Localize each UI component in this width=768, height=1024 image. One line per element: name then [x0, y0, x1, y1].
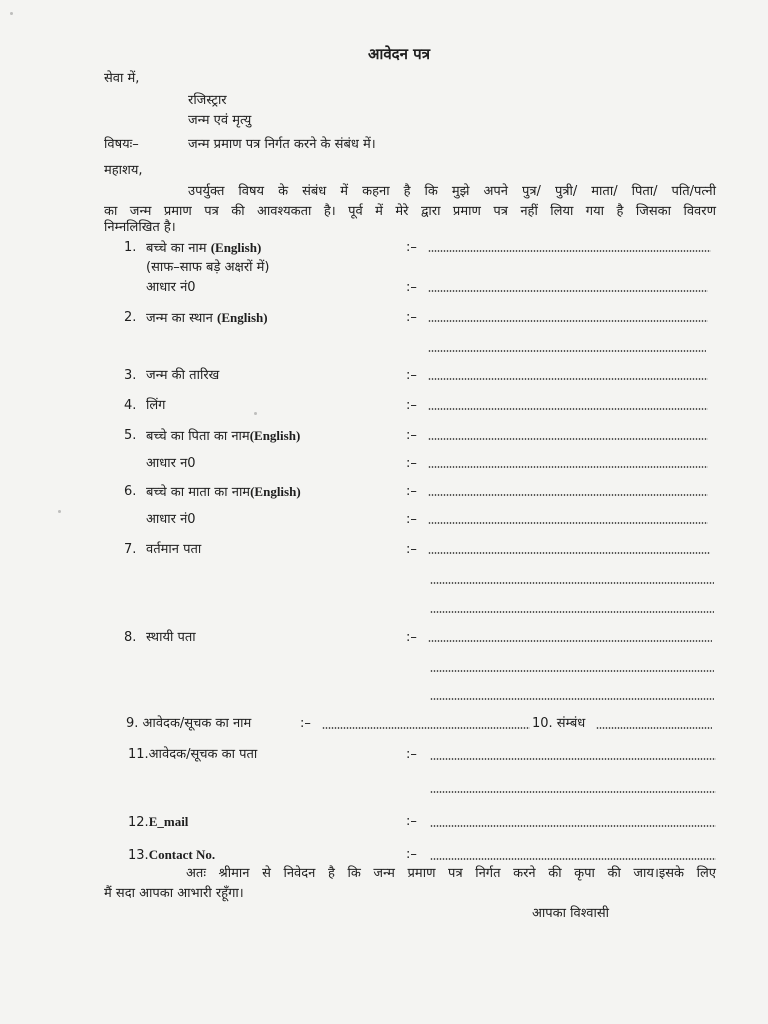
scan-speck — [58, 510, 61, 513]
field-2-english-tag: (English) — [217, 310, 268, 325]
field-1-child-name-line[interactable] — [428, 250, 711, 252]
recipient-line2: जन्म एवं मृत्यु — [188, 113, 252, 128]
field-12-number: 12. — [128, 815, 149, 830]
field-12-label — [128, 814, 188, 831]
field-6-english-tag: (English) — [250, 484, 301, 499]
field-13-separator: :– — [406, 847, 417, 862]
field-6-aadhaar-separator: :– — [406, 512, 417, 527]
field-4-number: 4. — [124, 398, 137, 413]
field-3-separator: :– — [406, 368, 417, 383]
field-13-contact-line[interactable] — [430, 858, 716, 860]
field-2-label — [146, 310, 268, 327]
field-7-address-line-3[interactable] — [430, 611, 714, 613]
body-line3: निम्नलिखित है। — [104, 220, 176, 235]
field-2-place-line-1[interactable] — [428, 320, 708, 322]
field-3-number: 3. — [124, 368, 137, 383]
field-6-aadhaar-label: आधार नं0 — [146, 512, 196, 527]
field-6-number: 6. — [124, 484, 137, 499]
field-11-separator: :– — [406, 747, 417, 762]
field-5-label — [146, 428, 300, 445]
field-11-address-line-2[interactable] — [430, 791, 716, 793]
closing-line1: अतः श्रीमान से निवेदन है कि जन्म प्रमाण पत्र निर्गत करने की कृपा की जाय।इसके लिए — [186, 866, 716, 881]
field-1-number: 1. — [124, 240, 137, 255]
field-11-label: 11.आवेदक/सूचक का पता — [128, 747, 258, 762]
field-11-address-line-1[interactable] — [430, 758, 716, 760]
field-5-label-text: बच्चे का पिता का नाम — [146, 429, 250, 444]
field-13-number: 13. — [128, 848, 149, 863]
field-7-number: 7. — [124, 542, 137, 557]
signoff: आपका विश्वासी — [532, 906, 610, 921]
closing-line2: मैं सदा आपका आभारी रहूँगा। — [104, 886, 244, 901]
subject-text: जन्म प्रमाण पत्र निर्गत करने के संबंध में। — [188, 137, 376, 152]
field-1-label — [146, 240, 261, 257]
field-7-address-line-2[interactable] — [430, 582, 714, 584]
field-10-relation-line[interactable] — [596, 727, 712, 729]
scan-speck — [254, 412, 257, 415]
field-1-label-text: बच्चे का नाम — [146, 241, 207, 256]
field-2-place-line-2[interactable] — [428, 350, 706, 352]
field-12-email-line[interactable] — [430, 825, 716, 827]
field-1-english-tag: (English) — [210, 240, 262, 255]
field-4-label: लिंग — [146, 398, 166, 413]
field-5-separator: :– — [406, 428, 417, 443]
field-2-number: 2. — [124, 310, 137, 325]
field-3-label: जन्म की तारिख — [146, 368, 220, 383]
field-7-separator: :– — [406, 542, 417, 557]
field-6-mother-name-line[interactable] — [428, 494, 708, 496]
field-1-aadhaar-separator: :– — [406, 280, 417, 295]
field-7-address-line-1[interactable] — [428, 552, 710, 554]
field-12-separator: :– — [406, 814, 417, 829]
field-1-note: (साफ–साफ बड़े अक्षरों में) — [146, 260, 270, 275]
field-2-label-text: जन्म का स्थान — [146, 311, 213, 326]
field-12-label-text: E_mail — [148, 814, 189, 829]
field-3-date-line[interactable] — [428, 378, 708, 380]
field-10-label: 10. संम्बंध — [532, 716, 586, 731]
greeting: महाशय, — [104, 163, 143, 178]
field-8-address-line-1[interactable] — [428, 640, 712, 642]
field-6-label — [146, 484, 301, 501]
scan-speck — [10, 12, 13, 15]
field-8-number: 8. — [124, 630, 137, 645]
field-5-number: 5. — [124, 428, 137, 443]
field-13-label — [128, 847, 215, 864]
field-1-aadhaar-label: आधार नं0 — [146, 280, 196, 295]
field-6-separator: :– — [406, 484, 417, 499]
field-5-aadhaar-label: आधार न0 — [146, 456, 196, 471]
field-5-aadhaar-separator: :– — [406, 456, 417, 471]
form-title: आवेदन पत्र — [368, 45, 430, 63]
field-6-label-text: बच्चे का माता का नाम — [146, 485, 251, 500]
field-6-aadhaar-line[interactable] — [428, 522, 708, 524]
field-8-separator: :– — [406, 630, 417, 645]
field-8-address-line-2[interactable] — [430, 670, 714, 672]
field-2-separator: :– — [406, 310, 417, 325]
field-4-separator: :– — [406, 398, 417, 413]
field-5-english-tag: (English) — [249, 428, 301, 443]
field-9-separator: :– — [300, 716, 311, 731]
field-13-label-text: Contact No. — [148, 847, 216, 862]
recipient-line1: रजिस्ट्रार — [188, 93, 227, 108]
field-1-aadhaar-line[interactable] — [428, 290, 708, 292]
field-4-gender-line[interactable] — [428, 408, 708, 410]
field-9-applicant-name-line[interactable] — [322, 727, 530, 729]
salutation-to: सेवा में, — [104, 71, 140, 86]
field-8-label: स्थायी पता — [146, 630, 196, 645]
field-5-father-name-line[interactable] — [428, 438, 708, 440]
field-7-label: वर्तमान पता — [146, 542, 202, 557]
body-line1: उपर्युक्त विषय के संबंध में कहना है कि मुझे अपने पुत्र/ पुत्री/ माता/ पिता/ पति/पत्नी — [188, 184, 716, 199]
field-1-separator: :– — [406, 240, 417, 255]
field-8-address-line-3[interactable] — [430, 698, 714, 700]
field-9-label: 9. आवेदक/सूचक का नाम — [126, 716, 252, 731]
subject-label: विषयः– — [104, 137, 139, 152]
body-line2: का जन्म प्रमाण पत्र की आवश्यकता है। पूर्व में मेरे द्वारा प्रमाण पत्र नहीं लिया गया है जिसका विवरण — [104, 204, 716, 219]
field-5-aadhaar-line[interactable] — [428, 466, 708, 468]
